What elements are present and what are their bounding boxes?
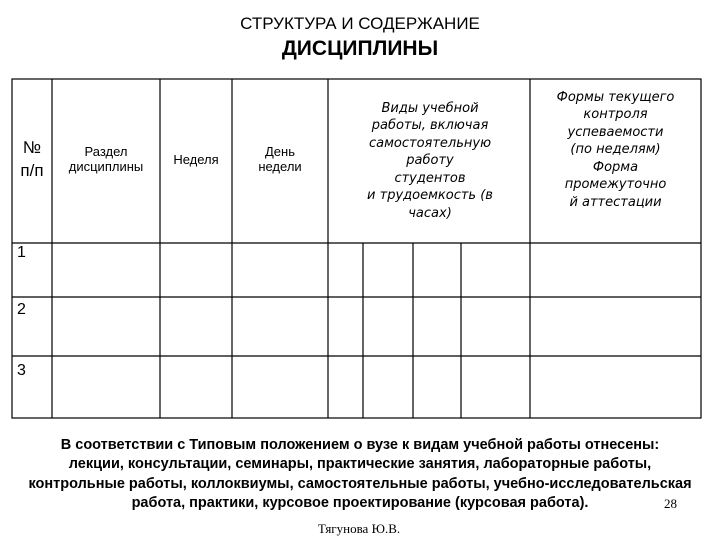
header-work-types: Виды учебной работы, включая самостоятельную работу студентов и трудоемкость (в часах) bbox=[367, 100, 493, 221]
header-day: День недели bbox=[258, 144, 302, 174]
page-number: 28 bbox=[664, 496, 677, 511]
author-name: Тягунова Ю.В. bbox=[317, 521, 401, 536]
header-section: Раздел дисциплины bbox=[68, 144, 144, 174]
page-title-line-1: СТРУКТУРА И СОДЕРЖАНИЕ bbox=[240, 14, 480, 33]
row-number-3: 3 bbox=[17, 362, 26, 379]
row-number-2: 2 bbox=[17, 301, 26, 318]
header-control-forms: Формы текущего контроля успеваемости (по неделям) Форма промежуточно й аттестации bbox=[556, 89, 675, 210]
page-title-line-2: ДИСЦИПЛИНЫ bbox=[281, 37, 439, 60]
header-num: № п/п bbox=[20, 138, 44, 180]
row-number-1: 1 bbox=[17, 244, 26, 261]
header-week: Неделя bbox=[173, 151, 219, 167]
footnote-text: В соответствии с Типовым положением о вузе к видам учебной работы отнесены: лекции, консультации, семинары, практические занятия, лабораторные работы, контрольные работы, коллоквиумы, самостоятельные работы, учебно-исследовательская работа, практики, курсовое проектирование (курсовая работа). bbox=[28, 437, 692, 511]
